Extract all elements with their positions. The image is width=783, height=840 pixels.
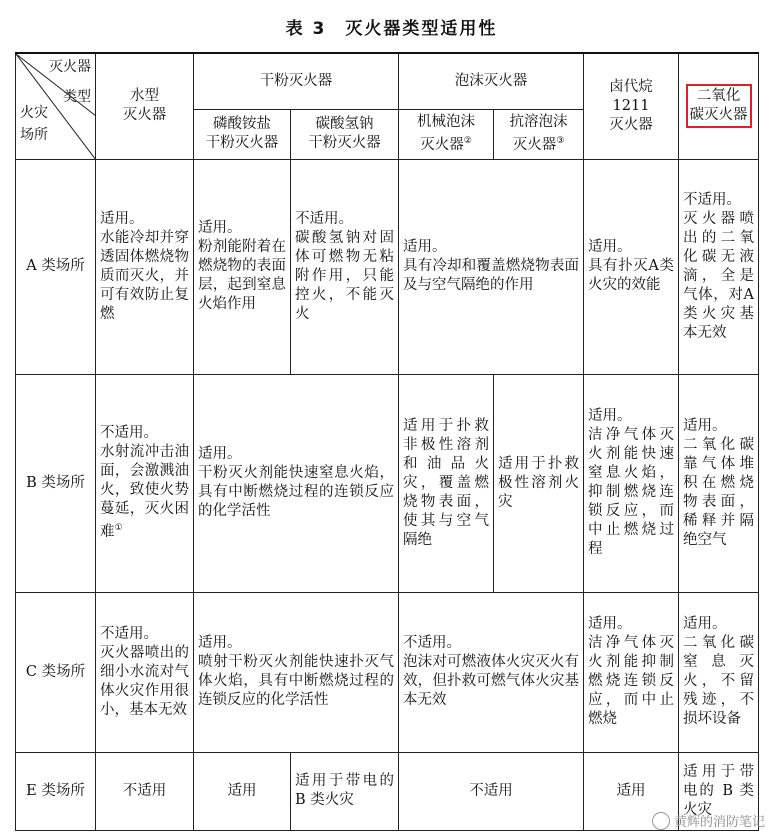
corner-label-extinguisher: 灭火器 (49, 59, 91, 75)
row-label: C 类场所 (16, 592, 96, 752)
corner-header (16, 53, 96, 159)
cell-water: 不适用。 灭火器喷出的细小水流对气体火灾作用很小，基本无效 (96, 592, 194, 752)
header-ammonium: 磷酸铵盐 干粉灭火器 (194, 109, 291, 159)
corner-label-place: 场所 (20, 127, 48, 143)
wechat-icon (652, 812, 670, 830)
table-row (16, 592, 759, 752)
table-row (16, 752, 759, 830)
cell-dry-powder: 适用。 干粉灭火剂能快速窒息火焰，具有中断燃烧过程的连锁反应的化学活性 (194, 374, 399, 592)
co2-highlight-box: 二氧化 碳灭火器 (686, 84, 752, 128)
cell-bicarb: 不适用。 碳酸氢钠对固体可燃物无粘附作用，只能控火，不能灭火 (291, 159, 399, 374)
extinguisher-table (15, 52, 759, 831)
table-title: 表 3 灭火器类型适用性 (285, 19, 498, 39)
header-halon: 卤代烷 1211 灭火器 (584, 53, 679, 159)
table-row (16, 159, 759, 374)
cell-co2: 适用。 二氧化碳窒息灭火，不留残迹，不损坏设备 (679, 592, 759, 752)
cell-co2: 不适用。 灭火器喷出的二氧化碳无液滴，全是气体，对A类火灾基本无效 (679, 159, 759, 374)
cell-dry-powder: 适用。 喷射干粉灭火剂能快速扑灭气体火焰，具有中断燃烧过程的连锁反应的化学活性 (194, 592, 399, 752)
water-note: ① (114, 523, 123, 534)
watermark-text: 黄辉的消防笔记 (673, 815, 765, 830)
cell-water: 不适用。 水射流冲击油面，会激溅油火，致使火势蔓延，灭火困难① (96, 374, 194, 592)
cell-foam: 不适用。 泡沫对可燃液体火灾灭火有效，但扑救可燃气体火灾基本无效 (399, 592, 584, 752)
cell-bicarb: 适用于带电的 B 类火灾 (291, 752, 399, 830)
cell-foam: 不适用 (399, 752, 584, 830)
watermark (652, 811, 765, 830)
header-bicarb: 碳酸氢钠 干粉灭火器 (291, 109, 399, 159)
cell-ammonium: 适用 (194, 752, 291, 830)
header-alc-foam: 抗溶泡沫 灭火器③ (494, 109, 584, 159)
header-mech-foam: 机械泡沫 灭火器② (399, 109, 494, 159)
cell-alc-foam: 适用于扑救极性溶剂火灾 (494, 374, 584, 592)
row-label: B 类场所 (16, 374, 96, 592)
cell-co2: 适用。 二氧化碳靠气体堆积在燃烧物表面，稀释并隔绝空气 (679, 374, 759, 592)
cell-halon: 适用。 具有扑灭A类火灾的效能 (584, 159, 679, 374)
cell-halon: 适用。 洁净气体灭火剂能快速窒息火焰，抑制燃烧连锁反应，而中止燃烧过程 (584, 374, 679, 592)
corner-label-type: 类型 (63, 89, 91, 105)
cell-foam: 适用。 具有冷却和覆盖燃烧物表面及与空气隔绝的作用 (399, 159, 584, 374)
mech-foam-note: ② (463, 136, 472, 147)
row-label: A 类场所 (16, 159, 96, 374)
cell-ammonium: 适用。 粉剂能附着在燃烧物的表面层，起到窒息火焰作用 (194, 159, 291, 374)
corner-label-fire: 火灾 (20, 105, 48, 121)
cell-halon: 适用。 洁净气体灭火剂能抑制燃烧连锁反应，而中止燃烧 (584, 592, 679, 752)
header-co2 (679, 53, 759, 159)
cell-mech-foam: 适用于扑救非极性溶剂和油品火灾，覆盖燃烧物表面，使其与空气隔绝 (399, 374, 494, 592)
header-dry-powder: 干粉灭火器 (194, 53, 399, 109)
cell-water: 不适用 (96, 752, 194, 830)
alc-foam-note: ③ (556, 136, 565, 147)
cell-water: 适用。 水能冷却并穿透固体燃烧物质而灭火，并可有效防止复燃 (96, 159, 194, 374)
cell-co2: 适用于带电的 B 类火灾 (679, 752, 759, 830)
header-foam: 泡沫灭火器 (399, 53, 584, 109)
cell-halon: 适用 (584, 752, 679, 830)
row-label: E 类场所 (16, 752, 96, 830)
table-row (16, 374, 759, 592)
header-water: 水型 灭火器 (96, 53, 194, 159)
